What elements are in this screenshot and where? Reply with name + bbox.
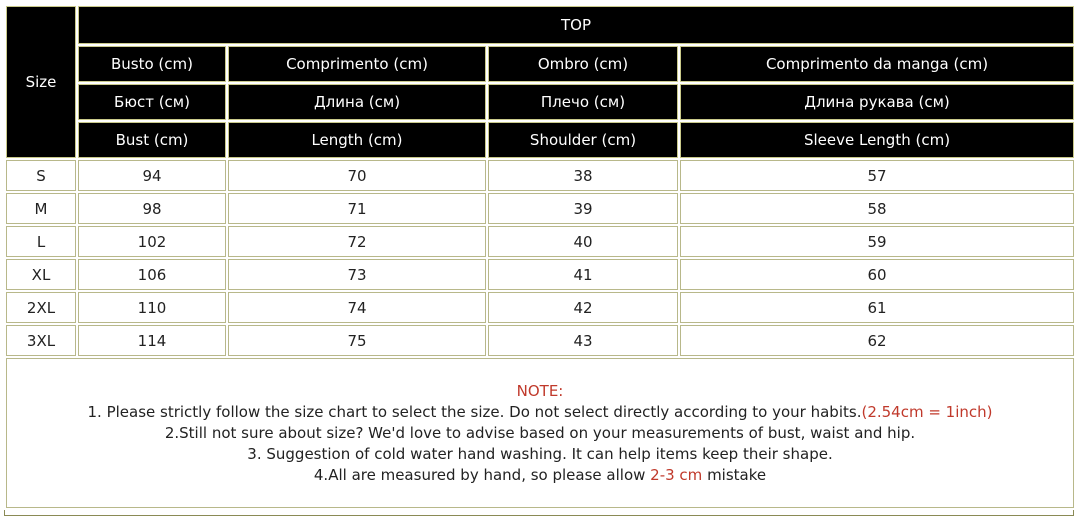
- size-header: Size: [6, 6, 76, 158]
- sleeve-cell: 60: [680, 259, 1074, 290]
- header-ru-sleeve: Длина рукава (см): [680, 84, 1074, 120]
- note-line-1-text: 1. Please strictly follow the size chart to select the size. Do not select directly according to your habits.: [87, 402, 862, 421]
- header-en-bust: Bust (cm): [78, 122, 226, 158]
- header-en-shoulder: Shoulder (cm): [488, 122, 678, 158]
- table-row: [6, 226, 1074, 257]
- note-inch-conversion: (2.54cm = 1inch): [861, 402, 993, 421]
- table-row: [6, 259, 1074, 290]
- note-row: [6, 358, 1074, 508]
- header-row-english: [6, 122, 1074, 158]
- note-line-2: 2.Still not sure about size? We'd love to advise based on your measurements of bust, waist and hip.: [164, 423, 916, 442]
- top-header: TOP: [78, 6, 1074, 44]
- note-line-4-post: mistake: [702, 465, 767, 484]
- sleeve-cell: 58: [680, 193, 1074, 224]
- note-line-1: [7, 402, 1073, 423]
- shoulder-cell: 42: [488, 292, 678, 323]
- shoulder-cell: 39: [488, 193, 678, 224]
- shoulder-cell: 41: [488, 259, 678, 290]
- length-cell: 75: [228, 325, 486, 356]
- length-cell: 71: [228, 193, 486, 224]
- header-ru-length: Длина (см): [228, 84, 486, 120]
- header-en-length: Length (cm): [228, 122, 486, 158]
- length-cell: 72: [228, 226, 486, 257]
- note-tolerance: 2-3 cm: [650, 465, 703, 484]
- bust-cell: 110: [78, 292, 226, 323]
- header-pt-sleeve: Comprimento da manga (cm): [680, 46, 1074, 82]
- table-row: [6, 193, 1074, 224]
- size-cell: XL: [6, 259, 76, 290]
- length-cell: 74: [228, 292, 486, 323]
- header-en-sleeve: Sleeve Length (cm): [680, 122, 1074, 158]
- size-cell: 3XL: [6, 325, 76, 356]
- header-pt-shoulder: Ombro (cm): [488, 46, 678, 82]
- table-row: [6, 292, 1074, 323]
- size-cell: L: [6, 226, 76, 257]
- length-cell: 73: [228, 259, 486, 290]
- size-chart-table: [4, 4, 1076, 510]
- shoulder-cell: 38: [488, 160, 678, 191]
- header-pt-bust: Busto (cm): [78, 46, 226, 82]
- bust-cell: 114: [78, 325, 226, 356]
- size-cell: M: [6, 193, 76, 224]
- header-ru-shoulder: Плечо (см): [488, 84, 678, 120]
- header-row-portuguese: [6, 46, 1074, 82]
- note-box: [6, 358, 1074, 508]
- bust-cell: 102: [78, 226, 226, 257]
- header-ru-bust: Бюст (см): [78, 84, 226, 120]
- bust-cell: 94: [78, 160, 226, 191]
- sleeve-cell: 57: [680, 160, 1074, 191]
- size-cell: 2XL: [6, 292, 76, 323]
- shoulder-cell: 43: [488, 325, 678, 356]
- table-row: [6, 325, 1074, 356]
- sleeve-cell: 61: [680, 292, 1074, 323]
- header-row-top: [6, 6, 1074, 44]
- bust-cell: 98: [78, 193, 226, 224]
- note-line-4-pre: 4.All are measured by hand, so please allow: [313, 465, 651, 484]
- header-pt-length: Comprimento (cm): [228, 46, 486, 82]
- shoulder-cell: 40: [488, 226, 678, 257]
- note-line-4: [7, 465, 1073, 486]
- size-cell: S: [6, 160, 76, 191]
- header-row-russian: [6, 84, 1074, 120]
- note-title: NOTE:: [516, 381, 564, 400]
- length-cell: 70: [228, 160, 486, 191]
- note-line-3: 3. Suggestion of cold water hand washing. It can help items keep their shape.: [247, 444, 833, 463]
- sleeve-cell: 59: [680, 226, 1074, 257]
- sleeve-cell: 62: [680, 325, 1074, 356]
- bust-cell: 106: [78, 259, 226, 290]
- table-row: [6, 160, 1074, 191]
